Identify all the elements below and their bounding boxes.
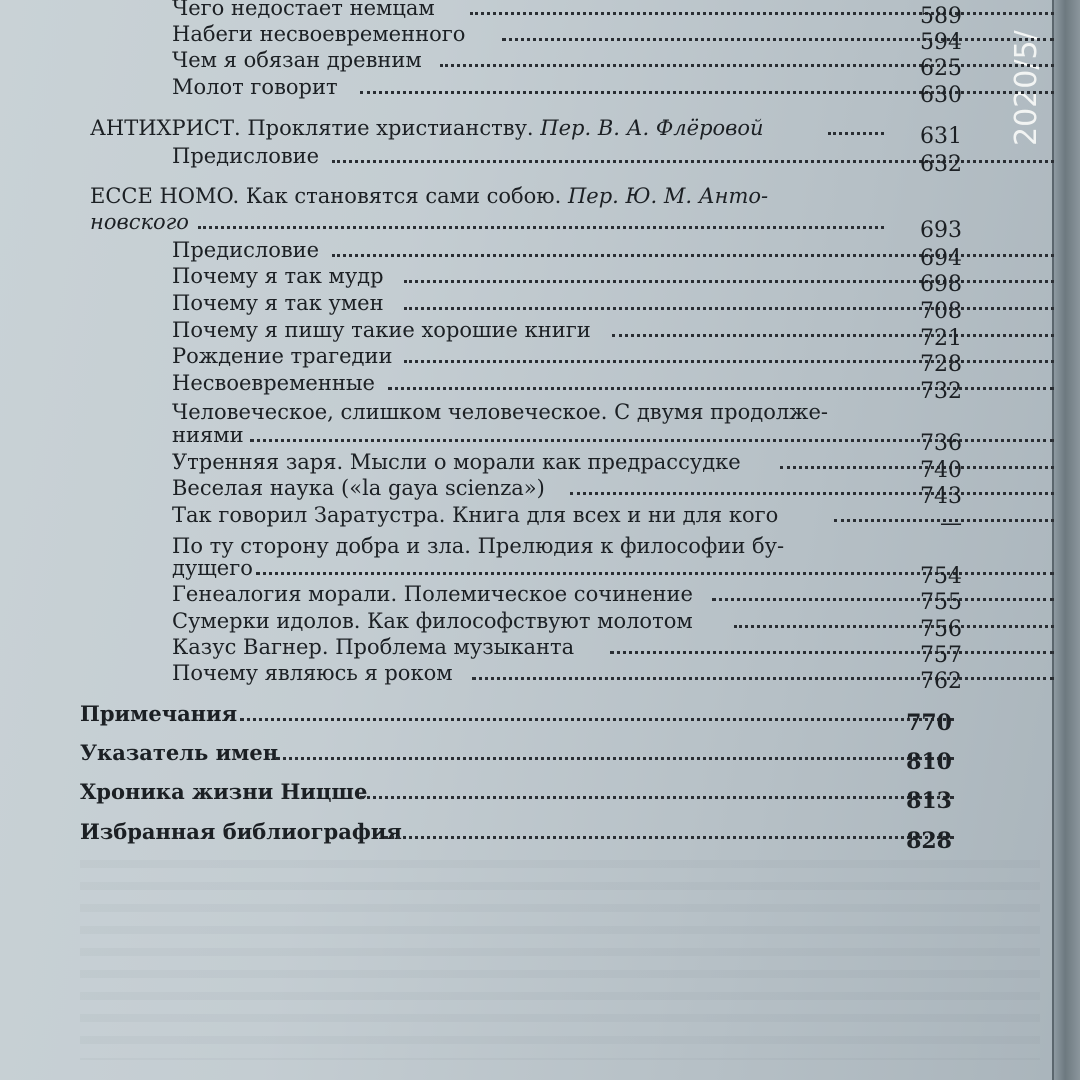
- toc-page-number: 740: [920, 458, 962, 483]
- toc-page-number: 630: [920, 83, 962, 108]
- toc-page-number: —: [940, 511, 962, 536]
- toc-page-number: 743: [920, 484, 962, 509]
- toc-entry: [172, 609, 962, 642]
- photo-date-stamp-text: 2020/5/: [1009, 30, 1044, 146]
- toc-entry-title: Избранная библиография: [80, 819, 402, 844]
- toc-entry-line1: Человеческое, слишком человеческое. С двумя продолже-: [172, 400, 829, 424]
- toc-back-matter-entry: [80, 701, 952, 736]
- toc-leader-dots: [360, 796, 954, 799]
- translator-credit-continued: новского: [90, 210, 189, 234]
- section-title: АНТИХРИСТ. Проклятие христианству.: [90, 116, 534, 140]
- toc-leader-dots: [470, 12, 1054, 15]
- toc-entry-title: Сумерки идолов. Как философствуют молотом: [172, 609, 693, 633]
- toc-page-number: 732: [920, 379, 962, 404]
- toc-entry: [172, 291, 962, 324]
- translator-credit: Пер. Ю. М. Анто-: [567, 184, 769, 208]
- toc-back-matter-entry: [80, 740, 952, 775]
- toc-entry-title: Почему я пишу такие хорошие книги: [172, 318, 591, 342]
- toc-leader-dots: [734, 625, 1054, 628]
- toc-leader-dots: [276, 757, 954, 760]
- toc-entry: [172, 75, 962, 108]
- toc-page-number: 632: [920, 152, 962, 177]
- toc-entry-title: Набеги несвоевременного: [172, 22, 466, 46]
- toc-leader-dots: [502, 38, 1054, 41]
- toc-entry-title: Примечания: [80, 701, 238, 726]
- toc-page-number: 721: [920, 326, 962, 351]
- toc-leader-dots: [240, 718, 954, 721]
- toc-page-number: 770: [906, 710, 952, 736]
- toc-entry: [172, 48, 962, 81]
- toc-page-number: 693: [920, 218, 962, 243]
- toc-entry-title: Веселая наука («la gaya scienza»): [172, 476, 545, 500]
- toc-entry: [172, 238, 962, 271]
- toc-entry-title-continued: дущего: [172, 556, 253, 580]
- toc-page-number: 828: [906, 828, 952, 854]
- toc-entry: [172, 371, 962, 404]
- toc-entry-title: Генеалогия морали. Полемическое сочинение: [172, 582, 693, 606]
- toc-page-number: 755: [920, 590, 962, 615]
- toc-page-number: 625: [920, 56, 962, 81]
- toc-page-number: 756: [920, 617, 962, 642]
- toc-page-number: 754: [920, 564, 962, 589]
- toc-leader-dots: [472, 677, 1054, 680]
- toc-page-number: 757: [920, 643, 962, 668]
- toc-page-number: 631: [920, 124, 962, 149]
- toc-entry: [172, 144, 962, 177]
- toc-entry: [172, 503, 962, 536]
- toc-entry-title: Молот говорит: [172, 75, 338, 99]
- toc-entry: [172, 582, 962, 615]
- toc-entry-title: Почему я так умен: [172, 291, 384, 315]
- toc-entry-title: [90, 116, 764, 140]
- toc-section-heading: [90, 210, 962, 243]
- toc-page-number: 762: [920, 669, 962, 694]
- toc-section-heading-line1: [90, 184, 768, 208]
- toc-page-number: 694: [920, 246, 962, 271]
- toc-entry: [172, 344, 962, 377]
- toc-entry: [172, 450, 962, 483]
- toc-section-heading: [90, 116, 962, 149]
- toc-entry: [172, 635, 962, 668]
- toc-page-number: 698: [920, 272, 962, 297]
- toc-entry-line1: По ту сторону добра и зла. Прелюдия к философии бу-: [172, 534, 785, 558]
- toc-leader-dots: [384, 836, 954, 839]
- toc-page-number: 708: [920, 299, 962, 324]
- toc-entry-title: Почему я так мудр: [172, 264, 384, 288]
- toc-page-number: 813: [906, 788, 952, 814]
- toc-leader-dots: [828, 132, 884, 135]
- toc-entry: [172, 661, 962, 694]
- toc-page-number: 810: [906, 749, 952, 775]
- toc-leader-dots: [712, 598, 1054, 601]
- toc-page-number: 589: [920, 4, 962, 29]
- toc-entry: [172, 264, 962, 297]
- toc-entry-title: Так говорил Заратустра. Книга для всех и ни для кого: [172, 503, 779, 527]
- toc-entry: [172, 556, 962, 589]
- toc-page-number: 728: [920, 352, 962, 377]
- toc-entry-title: Хроника жизни Ницше: [80, 779, 368, 804]
- toc-entry-title: Казус Вагнер. Проблема музыканта: [172, 635, 575, 659]
- toc-entry: [172, 423, 962, 456]
- toc-leader-dots: [612, 334, 1054, 337]
- toc-page-number: 594: [920, 30, 962, 55]
- toc-page-number: 736: [920, 431, 962, 456]
- toc-entry-title: Почему являюсь я роком: [172, 661, 453, 685]
- toc-entry-title: Чего недостает немцам: [172, 0, 435, 20]
- toc-entry-title-continued: ниями: [172, 423, 244, 447]
- toc-leader-dots: [198, 226, 884, 229]
- toc-entry: [172, 0, 962, 29]
- toc-entry-title: Несвоевременные: [172, 371, 375, 395]
- toc-leader-dots: [610, 651, 1054, 654]
- toc-entry-title: Указатель имен: [80, 740, 279, 765]
- toc-entry: [172, 476, 962, 509]
- toc-entry-title: Утренняя заря. Мысли о морали как предрассудке: [172, 450, 741, 474]
- toc-back-matter-entry: [80, 819, 952, 854]
- toc-entry: [172, 22, 962, 55]
- toc-entry-title: Рождение трагедии: [172, 344, 393, 368]
- toc-leader-dots: [570, 492, 1054, 495]
- toc-entry-title: Предисловие: [172, 144, 320, 168]
- toc-back-matter-entry: [80, 779, 952, 814]
- section-title: ECCE HOMO. Как становятся сами собою.: [90, 184, 562, 208]
- translator-credit: Пер. В. А. Флёровой: [540, 116, 764, 140]
- toc-entry-title: Чем я обязан древним: [172, 48, 422, 72]
- toc-entry-title: Предисловие: [172, 238, 320, 262]
- toc-entry: [172, 318, 962, 351]
